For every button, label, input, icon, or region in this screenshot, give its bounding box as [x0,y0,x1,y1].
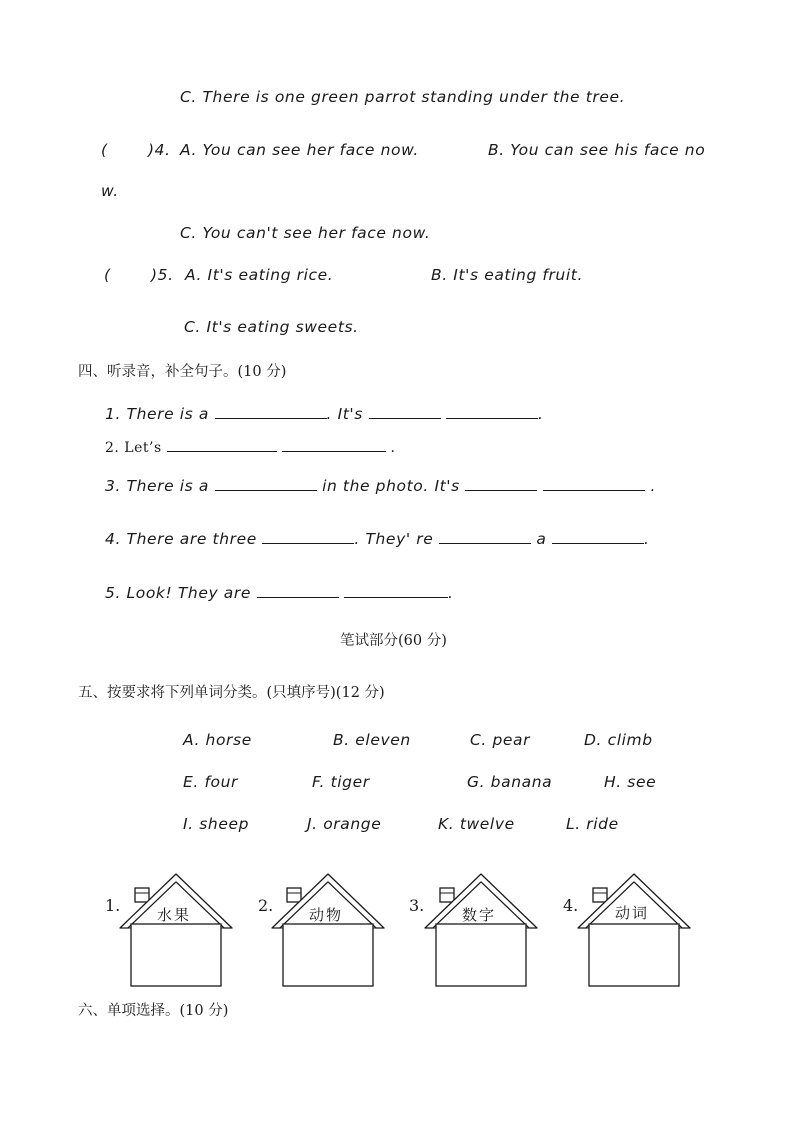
house-icon [270,872,386,988]
house-4-number: 4. [563,896,579,915]
s4-s4-a: a [536,530,547,548]
s4-sentence-4 [105,529,650,548]
word-option: I. sheep [183,815,250,833]
house-icon [118,872,234,988]
house-icon [576,872,692,988]
house-2-label: 动物 [309,906,344,924]
s4-sentence-2 [105,437,395,456]
section5-heading: 五、按要求将下列单词分类。(只填序号)(12 分) [78,685,385,701]
q4-answer-paren-open: ( [101,141,108,159]
q4-number: )4. [148,141,171,159]
s4-s1-mid: . It's [326,405,363,423]
word-option: G. banana [467,773,553,791]
word-option: D. climb [584,731,653,749]
s4-s1-end: . [538,405,544,423]
word-option: H. see [604,773,657,791]
answer-blank[interactable] [215,476,317,491]
section4-heading: 四、听录音，补全句子。(10 分) [78,364,287,380]
s4-s3-start: 3. There is a [105,477,209,495]
word-option: C. pear [470,731,531,749]
house-1-number: 1. [105,896,121,915]
section6-heading: 六、单项选择。(10 分) [78,1003,229,1019]
word-option: F. tiger [312,773,370,791]
house-4-label: 动词 [615,904,650,922]
s4-sentence-1 [105,404,544,423]
house-number-box[interactable] [423,872,539,988]
q5-option-c: C. It's eating sweets. [184,318,359,336]
s4-s4-mid: . They' re [354,530,434,548]
word-option: A. horse [183,731,252,749]
q5-option-a: A. It's eating rice. [185,266,334,284]
q3-option-c: C. There is one green parrot standing under the tree. [180,88,626,106]
s4-s3-end: . [650,477,656,495]
s4-s4-end: . [644,530,650,548]
q4-option-a: A. You can see her face now. [180,141,419,159]
house-3-number: 3. [409,896,425,915]
s4-s2-start: 2. Let’s [105,440,162,456]
house-verb-box[interactable] [576,872,692,988]
s4-sentence-3 [105,476,656,495]
q4-option-b-wrap: w. [101,182,119,200]
house-2-number: 2. [258,896,274,915]
written-part-title: 笔试部分(60 分) [340,633,447,649]
house-3-label: 数字 [462,906,497,924]
answer-blank[interactable] [282,437,386,452]
q5-option-b: B. It's eating fruit. [431,266,583,284]
q5-number: )5. [151,266,174,284]
s4-s5-end: . [448,584,454,602]
word-option: B. eleven [333,731,411,749]
answer-blank[interactable] [344,583,448,598]
s4-s3-mid: in the photo. It's [322,477,460,495]
q5-answer-paren-open: ( [104,266,111,284]
answer-blank[interactable] [439,529,531,544]
answer-blank[interactable] [552,529,644,544]
s4-sentence-5 [105,583,454,602]
house-1-label: 水果 [157,906,192,924]
word-option: E. four [183,773,238,791]
house-animal-box[interactable] [270,872,386,988]
answer-blank[interactable] [369,404,441,419]
house-fruit-box[interactable] [118,872,234,988]
house-icon [423,872,539,988]
answer-blank[interactable] [215,404,327,419]
word-option: J. orange [307,815,382,833]
answer-blank[interactable] [543,476,645,491]
answer-blank[interactable] [446,404,538,419]
answer-blank[interactable] [262,529,354,544]
answer-blank[interactable] [167,437,277,452]
q4-option-c: C. You can't see her face now. [180,224,431,242]
s4-s4-start: 4. There are three [105,530,257,548]
answer-blank[interactable] [257,583,339,598]
q4-option-b: B. You can see his face no [488,141,706,159]
s4-s5-start: 5. Look! They are [105,584,251,602]
answer-blank[interactable] [465,476,537,491]
word-option: K. twelve [438,815,515,833]
word-option: L. ride [566,815,619,833]
s4-s2-end: . [390,440,396,456]
s4-s1-start: 1. There is a [105,405,209,423]
